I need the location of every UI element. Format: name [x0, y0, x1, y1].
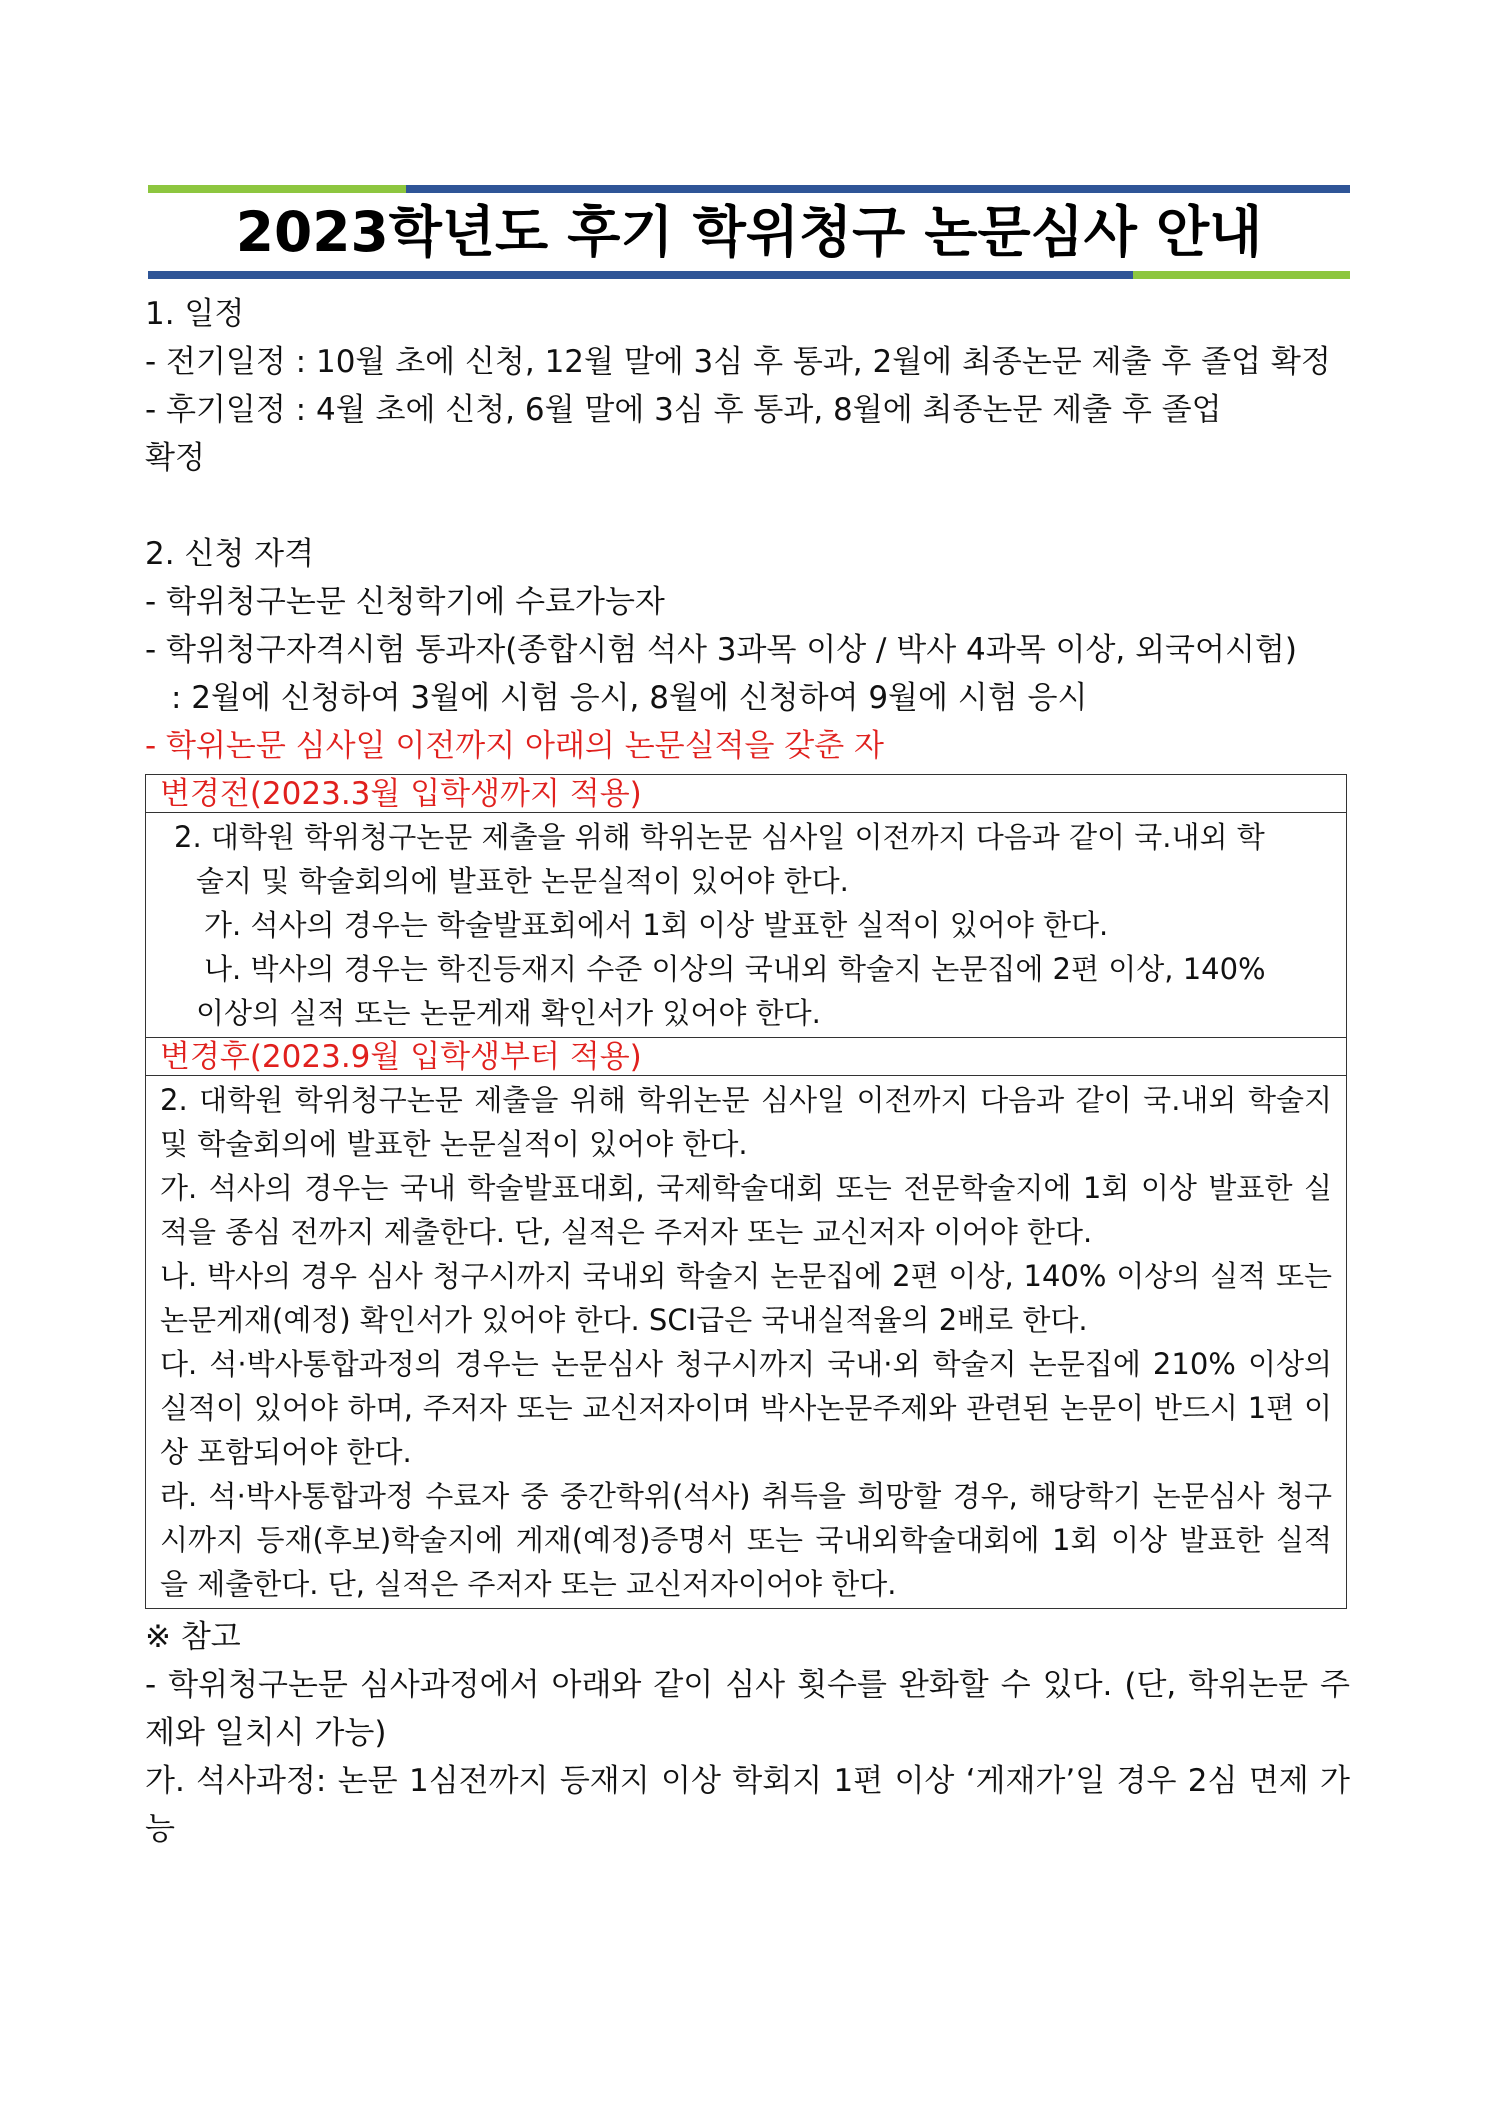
section1-heading: 1. 일정 — [145, 296, 245, 332]
section2-line3: - 학위논문 심사일 이전까지 아래의 논문실적을 갖춘 자 — [145, 728, 884, 764]
notes-section — [145, 1613, 1350, 1853]
section2-line2-cont: : 2월에 신청하여 3월에 시험 응시, 8월에 신청하여 9월에 시험 응시 — [171, 680, 1088, 716]
after-body — [146, 1076, 1346, 1608]
title-top-bar-blue — [406, 185, 1350, 193]
page-title: 2023학년도 후기 학위청구 논문심사 안내 — [235, 200, 1263, 264]
after-item-main: 2. 대학원 학위청구논문 제출을 위해 학위논문 심사일 이전까지 다음과 같이 국.내외 학술지 및 학술회의에 발표한 논문실적이 있어야 한다. — [160, 1083, 1332, 1161]
note-heading: ※ 참고 — [145, 1619, 241, 1655]
section2-line2: - 학위청구자격시험 통과자(종합시험 석사 3과목 이상 / 박사 4과목 이상, 외국어시험) — [145, 632, 1297, 668]
after-item-na: 나. 박사의 경우 심사 청구시까지 국내외 학술지 논문집에 2편 이상, 140% 이상의 실적 또는 논문게재(예정) 확인서가 있어야 한다. SCI급은 국내실적율의 2배로 한다. — [160, 1259, 1332, 1337]
title-top-bar-green — [148, 185, 406, 193]
after-header: 변경후(2023.9월 입학생부터 적용) — [146, 1037, 1346, 1076]
title-bottom-bar-blue — [148, 271, 1133, 279]
before-header: 변경전(2023.3월 입학생까지 적용) — [146, 775, 1346, 813]
after-item-da: 다. 석·박사통합과정의 경우는 논문심사 청구시까지 국내·외 학술지 논문집에 210% 이상의 실적이 있어야 하며, 주저자 또는 교신저자이며 박사논문주제와 관련된 논문이 반드시 1편 이상 포함되어야 한다. — [160, 1347, 1332, 1469]
after-item-ra: 라. 석·박사통합과정 수료자 중 중간학위(석사) 취득을 희망할 경우, 해당학기 논문심사 청구시까지 등재(후보)학술지에 게재(예정)증명서 또는 국내외학술대회에 1회 이상 발표한 실적을 제출한다. 단, 실적은 주저자 또는 교신저자이어야 한다. — [160, 1479, 1332, 1601]
before-item-na-cont: 이상의 실적 또는 논문게재 확인서가 있어야 한다. — [196, 996, 821, 1030]
after-item-ga: 가. 석사의 경우는 국내 학술발표대회, 국제학술대회 또는 전문학술지에 1회 이상 발표한 실적을 종심 전까지 제출한다. 단, 실적은 주저자 또는 교신저자 이어야 한다. — [160, 1171, 1332, 1249]
section2-line1: - 학위청구논문 신청학기에 수료가능자 — [145, 584, 665, 620]
section1-line2-cont: 확정 — [145, 440, 205, 476]
before-item-main: 2. 대학원 학위청구논문 제출을 위해 학위논문 심사일 이전까지 다음과 같이 국.내외 학 — [174, 820, 1265, 854]
before-item-na: 나. 박사의 경우는 학진등재지 수준 이상의 국내외 학술지 논문집에 2편 이상, 140% — [204, 952, 1266, 986]
section1-line2: - 후기일정 : 4월 초에 신청, 6월 말에 3심 후 통과, 8월에 최종논문 제출 후 졸업 — [145, 392, 1222, 428]
before-item-main-cont: 술지 및 학술회의에 발표한 논문실적이 있어야 한다. — [196, 864, 849, 898]
before-body — [146, 813, 1346, 1037]
document-body — [145, 290, 1350, 1853]
section2-heading: 2. 신청 자격 — [145, 536, 315, 572]
note-line2: 가. 석사과정: 논문 1심전까지 등재지 이상 학회지 1편 이상 ‘게재가’일 경우 2심 면제 가능 — [145, 1763, 1351, 1847]
title-bottom-bar-green — [1133, 271, 1350, 279]
note-line1: - 학위청구논문 심사과정에서 아래와 같이 심사 횟수를 완화할 수 있다. (단, 학위논문 주제와 일치시 가능) — [145, 1667, 1350, 1751]
section1-line1: - 전기일정 : 10월 초에 신청, 12월 말에 3심 후 통과, 2월에 최종논문 제출 후 졸업 확정 — [145, 344, 1331, 380]
criteria-table — [145, 774, 1347, 1609]
before-item-ga: 가. 석사의 경우는 학술발표회에서 1회 이상 발표한 실적이 있어야 한다. — [204, 908, 1109, 942]
